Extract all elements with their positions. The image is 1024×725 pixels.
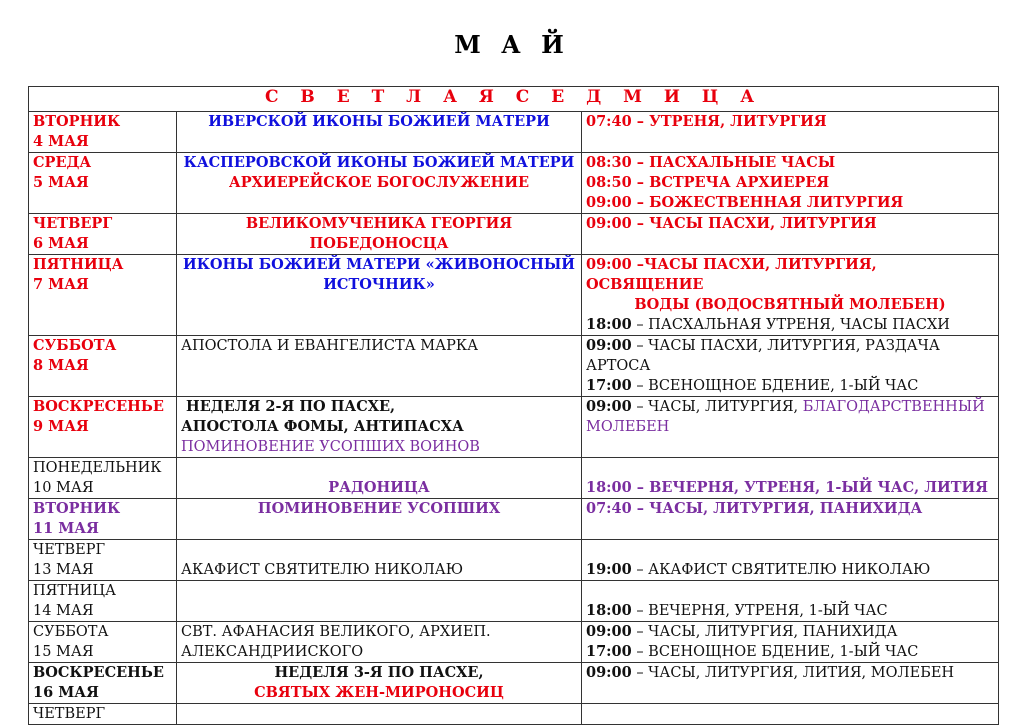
- table-row: [29, 336, 999, 397]
- feast-line: ПОМИНОВЕНИЕ УСОПШИХ ВОИНОВ: [181, 439, 480, 455]
- day-cell: [29, 499, 177, 540]
- service-time: 17:00: [586, 377, 632, 394]
- day-name: ПОНЕДЕЛЬНИК: [33, 460, 162, 476]
- service-line: [586, 622, 994, 642]
- service-text: – ВСЕНОЩНОЕ БДЕНИЕ, 1-ЫЙ ЧАС: [631, 644, 919, 660]
- table-row: [29, 581, 999, 622]
- feast-line: СВТ. АФАНАСИЯ ВЕЛИКОГО, АРХИЕП.: [181, 624, 491, 640]
- service-line: [586, 601, 994, 621]
- feast-line: НЕДЕЛЯ 2-Я ПО ПАСХЕ,: [181, 398, 396, 415]
- service-time: 09:00: [586, 215, 632, 232]
- service-text: – АКАФИСТ СВЯТИТЕЛЮ НИКОЛАЮ: [631, 562, 931, 578]
- day-name: ПЯТНИЦА: [33, 583, 116, 599]
- day-name: ВТОРНИК: [33, 113, 121, 130]
- service-time: 09:00: [586, 664, 632, 681]
- services-cell: [582, 153, 999, 214]
- schedule-table: [28, 86, 999, 725]
- feast-cell: [177, 458, 582, 499]
- service-line: [586, 560, 994, 580]
- spacer: [586, 581, 994, 601]
- service-text: – УТРЕНЯ, ЛИТУРГИЯ: [631, 113, 827, 130]
- service-time: 09:00: [586, 623, 632, 640]
- spacer: [181, 540, 577, 560]
- service-line-cont: МОЛЕБЕН: [586, 419, 670, 435]
- day-cell: [29, 336, 177, 397]
- service-time: 08:30: [586, 154, 632, 171]
- table-row: [29, 255, 999, 336]
- service-text: – ЧАСЫ, ЛИТУРГИЯ, ЛИТИЯ, МОЛЕБЕН: [631, 665, 955, 681]
- service-text: – ЧАСЫ ПАСХИ, ЛИТУРГИЯ: [631, 215, 877, 232]
- feast-line: ИСТОЧНИК»: [323, 276, 435, 293]
- feast-cell: [177, 581, 582, 622]
- service-line: [586, 255, 994, 295]
- feast-cell: [177, 540, 582, 581]
- table-row: [29, 540, 999, 581]
- feast-cell: [177, 255, 582, 336]
- service-line: [586, 336, 994, 376]
- services-cell: [582, 622, 999, 663]
- service-time: 09:00: [586, 398, 632, 415]
- services-cell: [582, 540, 999, 581]
- service-time: 18:00: [586, 602, 632, 619]
- feast-line: АЛЕКСАНДРИИСКОГО: [181, 644, 364, 660]
- day-date: 16 МАЯ: [33, 684, 99, 701]
- day-name: ВОСКРЕСЕНЬЕ: [33, 398, 164, 415]
- feast-line: АПОСТОЛА ФОМЫ, АНТИПАСХА: [181, 418, 464, 435]
- table-row: [29, 397, 999, 458]
- feast-line: АКАФИСТ СВЯТИТЕЛЮ НИКОЛАЮ: [181, 562, 464, 578]
- services-cell: [582, 397, 999, 458]
- service-text: – ЧАСЫ, ЛИТУРГИЯ, ПАНИХИДА: [631, 500, 923, 517]
- services-cell: [582, 255, 999, 336]
- service-line: [586, 376, 994, 396]
- service-text: – ВЕЧЕРНЯ, УТРЕНЯ, 1-ЫЙ ЧАС, ЛИТИЯ: [631, 479, 989, 496]
- day-cell: [29, 663, 177, 704]
- day-name: ВТОРНИК: [33, 500, 121, 517]
- service-text: – ЧАСЫ, ЛИТУРГИЯ,: [631, 399, 803, 415]
- feast-line: ИВЕРСКОЙ ИКОНЫ БОЖИЕЙ МАТЕРИ: [208, 113, 550, 130]
- service-line: [586, 315, 994, 335]
- feast-cell: [177, 397, 582, 458]
- day-date: 8 МАЯ: [33, 357, 89, 374]
- service-line: [586, 173, 994, 193]
- feast-line: ПОМИНОВЕНИЕ УСОПШИХ: [257, 500, 501, 517]
- day-cell: [29, 397, 177, 458]
- service-time: 07:40: [586, 500, 632, 517]
- services-cell: [582, 214, 999, 255]
- week-header-row: [29, 87, 999, 112]
- services-cell: [582, 112, 999, 153]
- feast-cell: [177, 499, 582, 540]
- service-text: – ВЕЧЕРНЯ, УТРЕНЯ, 1-ЫЙ ЧАС: [631, 603, 888, 619]
- day-cell: [29, 581, 177, 622]
- service-text: – ПАСХАЛЬНАЯ УТРЕНЯ, ЧАСЫ ПАСХИ: [631, 317, 950, 333]
- service-text: – ПАСХАЛЬНЫЕ ЧАСЫ: [631, 154, 836, 171]
- table-row: [29, 704, 999, 725]
- service-line: [586, 397, 994, 417]
- service-time: 07:40: [586, 113, 632, 130]
- day-date: 13 МАЯ: [33, 562, 94, 578]
- service-text-extra: БЛАГОДАРСТВЕННЫЙ: [802, 399, 985, 415]
- day-date: 5 МАЯ: [33, 174, 89, 191]
- day-date: 7 МАЯ: [33, 276, 89, 293]
- service-text: –ЧАСЫ ПАСХИ, ЛИТУРГИЯ, ОСВЯЩЕНИЕ: [586, 256, 877, 293]
- page-title: М А Й: [454, 30, 570, 59]
- services-cell: [582, 499, 999, 540]
- service-line-cont: ВОДЫ (ВОДОСВЯТНЫЙ МОЛЕБЕН): [634, 296, 946, 313]
- service-line: [586, 478, 994, 498]
- table-row: [29, 458, 999, 499]
- service-text: – ЧАСЫ, ЛИТУРГИЯ, ПАНИХИДА: [631, 624, 898, 640]
- day-date: 11 МАЯ: [33, 520, 99, 537]
- services-cell: [582, 704, 999, 725]
- service-line: [586, 153, 994, 173]
- service-line: [586, 663, 994, 683]
- feast-cell: [177, 622, 582, 663]
- service-line: [586, 193, 994, 213]
- services-cell: [582, 663, 999, 704]
- week-header: С В Е Т Л А Я С Е Д М И Ц А: [29, 87, 999, 112]
- service-time: 09:00: [586, 194, 632, 211]
- day-cell: [29, 704, 177, 725]
- table-row: [29, 153, 999, 214]
- day-name: ПЯТНИЦА: [33, 256, 124, 273]
- table-row: [29, 214, 999, 255]
- table-row: [29, 622, 999, 663]
- table-row: [29, 112, 999, 153]
- day-cell: [29, 458, 177, 499]
- service-line: [586, 112, 994, 132]
- feast-cell: [177, 336, 582, 397]
- day-name: СРЕДА: [33, 154, 92, 171]
- spacer: [586, 458, 994, 478]
- service-time: 09:00: [586, 337, 632, 354]
- service-time: 17:00: [586, 643, 632, 660]
- day-cell: [29, 153, 177, 214]
- day-cell: [29, 214, 177, 255]
- day-date: 6 МАЯ: [33, 235, 89, 252]
- day-cell: [29, 540, 177, 581]
- spacer: [181, 458, 577, 478]
- feast-line: ИКОНЫ БОЖИЕЙ МАТЕРИ «ЖИВОНОСНЫЙ: [183, 256, 575, 273]
- service-line: [586, 499, 994, 519]
- day-name: СУББОТА: [33, 337, 117, 354]
- day-cell: [29, 255, 177, 336]
- feast-line: ВЕЛИКОМУЧЕНИКА ГЕОРГИЯ ПОБЕДОНОСЦА: [245, 215, 513, 252]
- service-line: [586, 214, 994, 234]
- day-date: 9 МАЯ: [33, 418, 89, 435]
- day-name: СУББОТА: [33, 624, 109, 640]
- day-date: 10 МАЯ: [33, 480, 94, 496]
- feast-line: СВЯТЫХ ЖЕН-МИРОНОСИЦ: [254, 684, 504, 701]
- day-date: 15 МАЯ: [33, 644, 94, 660]
- table-row: [29, 499, 999, 540]
- feast-cell: [177, 214, 582, 255]
- service-time: 18:00: [586, 479, 632, 496]
- services-cell: [582, 458, 999, 499]
- feast-cell: [177, 704, 582, 725]
- table-row: [29, 663, 999, 704]
- service-time: 18:00: [586, 316, 632, 333]
- feast-cell: [177, 663, 582, 704]
- service-line: [586, 642, 994, 662]
- service-text: – ВСЕНОЩНОЕ БДЕНИЕ, 1-ЫЙ ЧАС: [631, 378, 919, 394]
- feast-line: АРХИЕРЕЙСКОЕ БОГОСЛУЖЕНИЕ: [228, 174, 530, 191]
- service-time: 08:50: [586, 174, 632, 191]
- day-date: 4 МАЯ: [33, 133, 89, 150]
- day-date: 14 МАЯ: [33, 603, 94, 619]
- services-cell: [582, 581, 999, 622]
- service-time: 09:00: [586, 256, 632, 273]
- day-name: ЧЕТВЕРГ: [33, 706, 106, 722]
- day-cell: [29, 112, 177, 153]
- services-cell: [582, 336, 999, 397]
- service-text: – ЧАСЫ ПАСХИ, ЛИТУРГИЯ, РАЗДАЧА АРТОСА: [586, 338, 940, 374]
- service-text: – БОЖЕСТВЕННАЯ ЛИТУРГИЯ: [631, 194, 904, 211]
- feast-cell: [177, 153, 582, 214]
- service-text: – ВСТРЕЧА АРХИЕРЕЯ: [631, 174, 830, 191]
- feast-line: АПОСТОЛА И ЕВАНГЕЛИСТА МАРКА: [181, 338, 479, 354]
- feast-line: КАСПЕРОВСКОЙ ИКОНЫ БОЖИЕЙ МАТЕРИ: [183, 154, 575, 171]
- day-name: ЧЕТВЕРГ: [33, 542, 106, 558]
- feast-line: РАДОНИЦА: [328, 479, 430, 496]
- spacer: [586, 540, 994, 560]
- feast-cell: [177, 112, 582, 153]
- day-name: ВОСКРЕСЕНЬЕ: [33, 664, 164, 681]
- feast-line: НЕДЕЛЯ 3-Я ПО ПАСХЕ,: [274, 664, 484, 681]
- service-time: 19:00: [586, 561, 632, 578]
- day-cell: [29, 622, 177, 663]
- day-name: ЧЕТВЕРГ: [33, 215, 113, 232]
